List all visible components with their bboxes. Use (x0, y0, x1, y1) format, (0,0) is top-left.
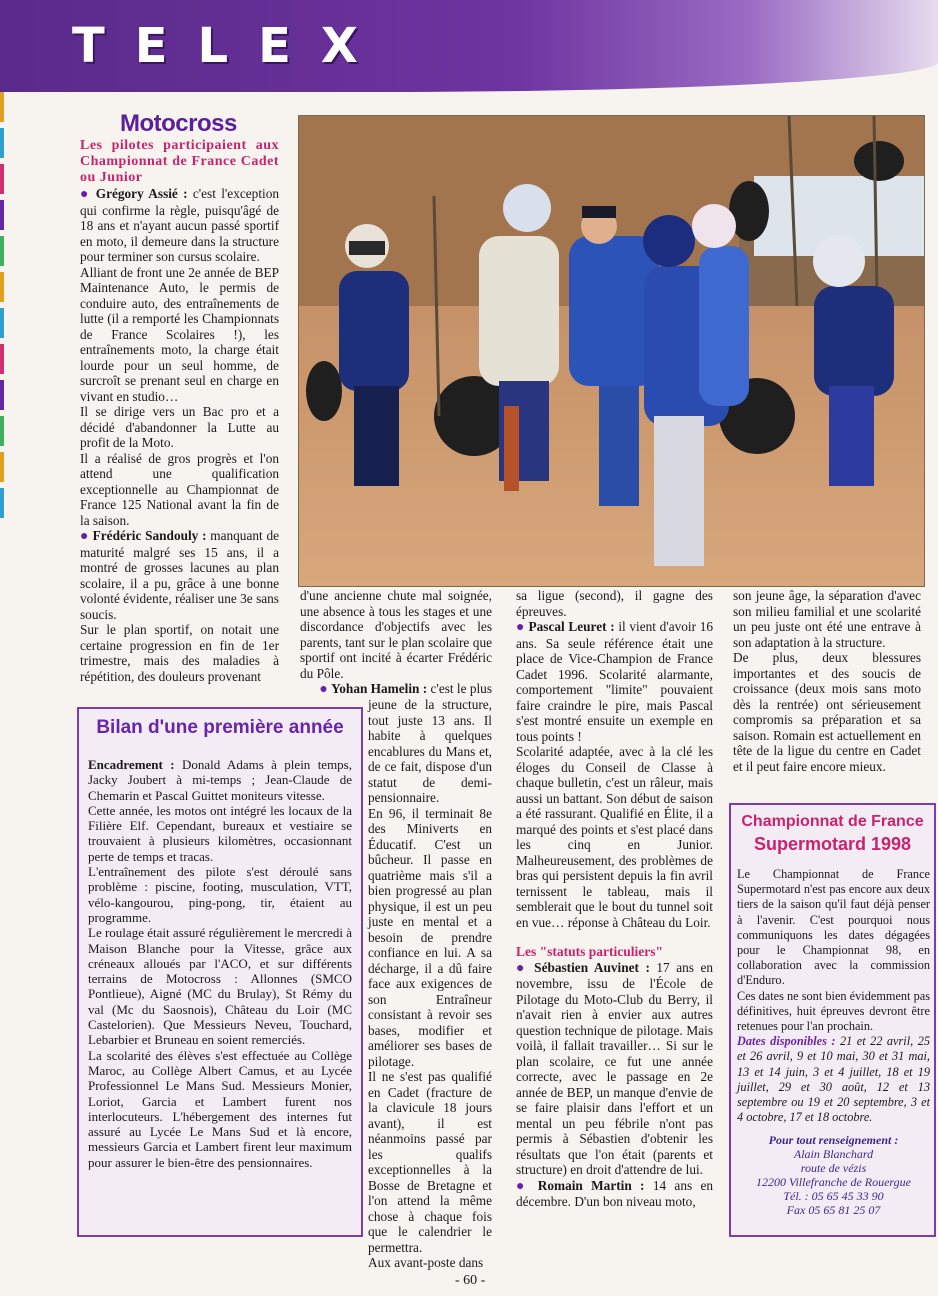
riders-photo-illustration (299, 116, 924, 586)
banner-title: TELEX (72, 18, 388, 74)
bullet-icon: ● (516, 960, 528, 976)
paragraph: Encadrement : Donald Adams à plein temps, Jacky Joubert à mi-temps ; Jean-Claude de Chemarin et Pascal Guittet moniteurs vitesse. (88, 757, 352, 803)
column-4 (733, 588, 921, 774)
paragraph: son jeune âge, la séparation d'avec son milieu familial et une scolarité un peu juste ont été une entrave à son adaptation à la structure. (733, 588, 921, 650)
bullet-icon: ● (80, 187, 91, 202)
bullet-icon: ● (516, 1178, 530, 1194)
subheading: Les "statuts particuliers" (516, 944, 663, 959)
paragraph: De plus, deux blessures importantes et des soucis de croissance (deux mois sans moto dès la rentrée) ont sérieusement compromis sa préparation et sa saison. Romain est actuellement en tête de la ligue du centre en Cadet et il peut faire encore mieux. (733, 650, 921, 774)
paragraph: Il a réalisé de gros progrès et l'on attend une qualification exceptionnelle au Championnat de France 125 National avant la fin de la saison. (80, 450, 279, 528)
paragraph: Aux avant-poste dans (368, 1255, 484, 1270)
paragraph: Cette année, les motos ont intégré les locaux de la Filière Elf. Cependant, bureaux et vestiaire se trouvaient à plusieurs kilomètres, occasionnant perte de temps et tracas. (88, 802, 352, 864)
paragraph: Dates disponibles : 21 et 22 avril, 25 et 26 avril, 9 et 10 mai, 30 et 31 mai, 13 et 14 juin, 3 et 4 juillet, 18 et 19 juillet, 29 et 30 août, 12 et 13 septembre ou 19 et 20 septembre, 3 et 4 octobre, 17 et 18 octobre. (737, 1034, 930, 1125)
paragraph: jeune de la structure, tout juste 13 ans. Il habite à quelques encablures du Mans et, de ce fait, dispose d'un statut de demi-pensionnaire. (368, 697, 492, 805)
column-2 (368, 697, 492, 1271)
column-2-top (300, 588, 492, 698)
bilan-title: Bilan d'une première année (96, 717, 344, 738)
bullet-icon: ● (80, 529, 89, 544)
paragraph: L'entraînement des pilote s'est déroulé sans problème : piscine, footing, musculation, VTT, vélo-kangourou, ping-pong, tir, étaient au programme. (88, 864, 352, 925)
bilan-box (77, 707, 363, 1237)
paragraph: Scolarité adaptée, avec à la clé les éloges du Conseil de Classe à chaque bulletin, c'est un râleur, mais aussi un battant. Son début de saison a été rassurant. Qualifié en Élite, il a marqué des points et s'est placé dans les cinq en Junior. Malheureusement, des problèmes de bras qui persistent depuis la fin avril ternissent le tableau, mais il semblerait que le bout du tunnel soit en vue… réponse à Château du Loir. (516, 744, 713, 930)
page-number: - 60 - (455, 1273, 486, 1288)
supermotard-title: Championnat de France Supermotard 1998 (741, 813, 924, 854)
section-subtitle: Les pilotes participaient aux Championnat de France Cadet ou Junior (80, 138, 279, 185)
supermotard-box (729, 803, 936, 1237)
paragraph: ● Grégory Assié : c'est l'exception qui confirme la règle, puisqu'âgé de 18 ans et n'ayant aucun passé sportif en moto, il demeure dans la structure pour terminer son cursus scolaire. (80, 186, 279, 264)
supermotard-body (737, 867, 930, 1217)
paragraph: Ces dates ne sont bien évidemment pas définitives, huit épreuves devront être retenues pour l'an prochain. (737, 988, 930, 1034)
paragraph: sa ligue (second), il gagne des épreuves. (516, 588, 713, 619)
motocross-photo (298, 115, 925, 587)
paragraph: ● Frédéric Sandouly : manquant de maturité malgré ses 15 ans, il a montré de grosses lacunes au plan scolaire, il a pu, grâce à une bonne volonté évidente, réaliser une 3e sans soucis. (80, 528, 279, 622)
paragraph: ● Yohan Hamelin : c'est le plus (319, 681, 492, 697)
telex-banner (0, 0, 938, 92)
bullet-icon: ● (516, 620, 525, 635)
paragraph: Le Championnat de France Supermotard n'est pas encore aux deux tiers de la saison qu'il faut déjà penser à l'avenir. C'est pourquoi nous communiquons les dates dégagées pour le Championnat 98, en collaboration avec la commission d'Enduro. (737, 867, 930, 988)
column-1 (80, 138, 279, 684)
paragraph: ● Romain Martin : 14 ans en décembre. D'un bon niveau moto, (516, 1177, 713, 1209)
paragraph: Il ne s'est pas qualifié en Cadet (fracture de la clavicule 18 jours avant), il est néanmoins passé par les qualifs exceptionnelles à la Bosse de Bretagne et l'on attend la même chose à chaque fois que le calendrier le permettra. (368, 1069, 492, 1255)
paragraph: d'une ancienne chute mal soignée, une absence à tous les stages et une discordance d'objectifs avec les parents, tant sur le plan scolaire que sportif ont incité à écarter Frédéric du Pôle. (300, 588, 492, 681)
contact-block: Pour tout renseignement : Alain Blanchard route de vézis 12200 Villefranche de Rouergue Tél. : 05 65 45 33 90 Fax 05 65 81 25 07 (756, 1133, 911, 1218)
color-stripes (0, 92, 4, 572)
column-3 (516, 588, 713, 1210)
paragraph: Alliant de front une 2e année de BEP Maintenance Auto, le permis de conduire auto, des entraînements de lutte (il a remporté les Championnats de France Scolaires !), les entraînements moto, la charge était lourde pour un seul homme, de surcroît se prenant seul en charge en vivant en studio… (80, 264, 279, 404)
paragraph: Le roulage était assuré régulièrement le mercredi à Maison Blanche pour la Vitesse, grâce aux créneaux alloués par l'ACO, et sur différents terrains de Motocross : Allonnes (SMCO Pontlieue), Aigné (MC du Brulay), St Rémy du val (Mc du Saosnois), Château du Loir (MC Castelorien). Que Messieurs Neveu, Touchard, Lebarbier et Bruneau en soient remerciés. (88, 925, 352, 1048)
paragraph: ● Pascal Leuret : il vient d'avoir 16 ans. Sa seule référence était une place de Vice-Champion de France Cadet 1996. Scolarité alarmante, comportement "limite" pouvaient faire craindre le pire, mais Pascal s'est montré ensuite un exemple en tous points ! (516, 619, 713, 744)
section-title: Motocross (120, 110, 237, 137)
paragraph: Il se dirige vers un Bac pro et a décidé d'abandonner la Lutte au profit de la Moto. (80, 404, 279, 450)
paragraph: ● Sébastien Auvinet : 17 ans en novembre, issu de l'École de Pilotage du Moto-Club du Berry, il n'avait rien à envier aux autres question technique de pilotage. Mais voilà, il fallait travailler… Si sur le plan scolaire, ce fut une année correcte, avec le passage en 2e année de BEP, un manque d'envie de se faire plaisir dans l'effort et un mental un peu fébrile n'ont pas permis à Sébastien d'obtenir les résultats que l'on était (parents et structure) en droit d'attendre de lui. (516, 959, 713, 1177)
bullet-icon: ● (319, 682, 328, 697)
paragraph: Sur le plan sportif, on notait une certaine progression en fin de 1er trimestre, mais des maladies à répétition, des douleurs provenant (80, 622, 279, 684)
paragraph: La scolarité des élèves s'est effectuée au Collège Maroc, au Collège Albert Camus, et au Lycée Professionnel Le Mans Sud. Messieurs Monier, Loriot, Garcia et Lambert furent nos interlocuteurs. L'hébergement des internes fut assuré au Lycée Le Mans Sud et là encore, messieurs Garcia et Lambert firent leur maximum pour assurer le bien-être des pensionnaires. (88, 1047, 352, 1170)
paragraph: En 96, il terminait 8e des Miniverts en Éducatif. C'est un bûcheur. Il passe en quatrième mais s'il a bien progressé au plan physique, il est un peu juste en mental et a besoin de prendre confiance en lui. A sa décharge, il a dû faire face aux exigences de son Entraîneur consistant à revoir ses bases, modifier et améliorer ses bases de pilotage. (368, 805, 492, 1069)
bilan-body (88, 757, 352, 1170)
